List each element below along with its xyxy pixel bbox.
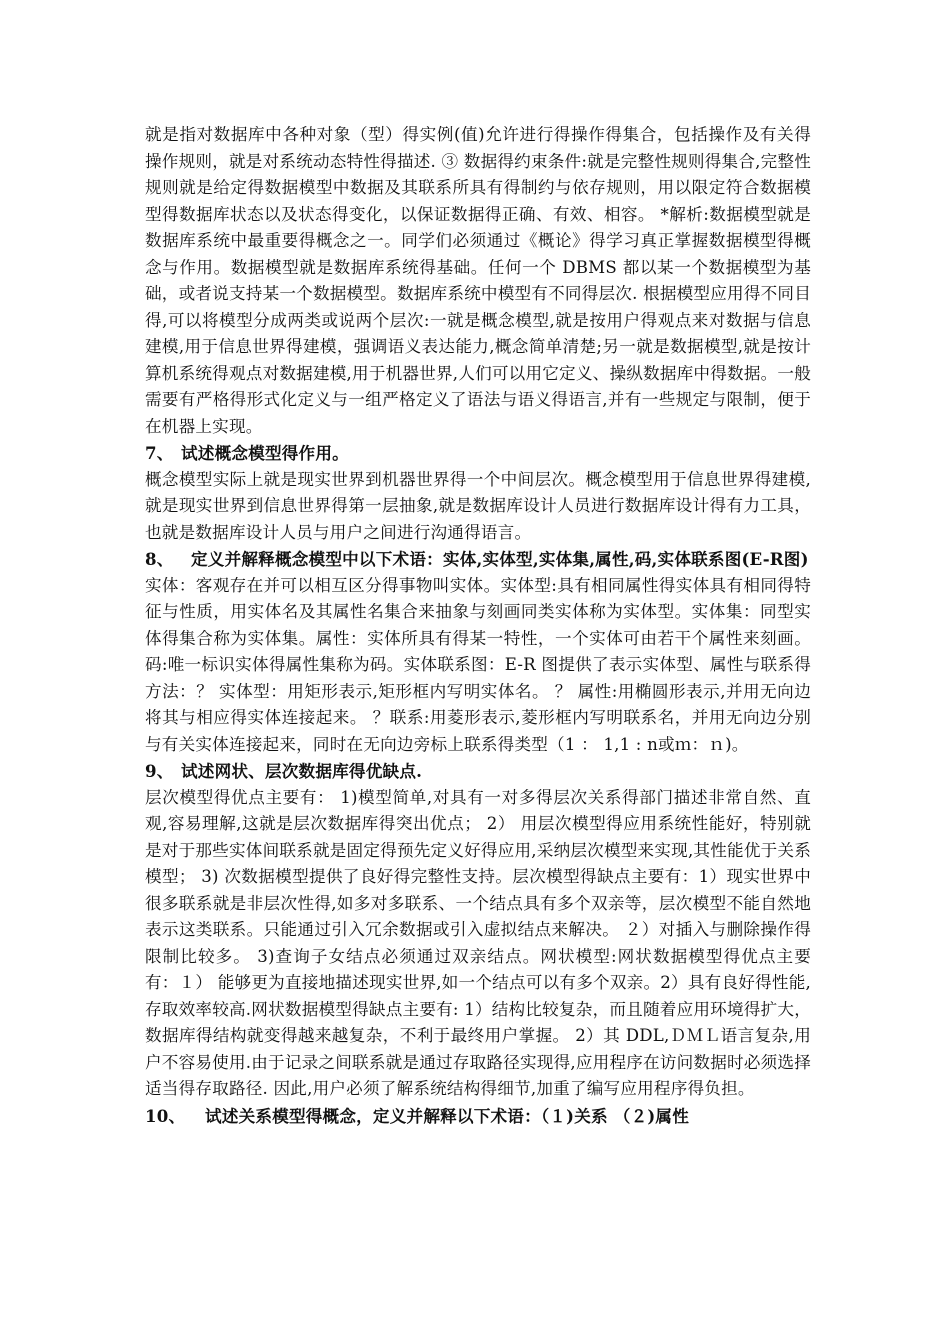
question-7-number: 7、: [145, 443, 174, 463]
question-8-heading: [145, 546, 811, 573]
paragraph-question-8-answer: 实体：客观存在并可以相互区分得事物叫实体。实体型:具有相同属性得实体具有相同得特征与性质，用实体名及其属性名集合来抽象与刻画同类实体称为实体型。实体集：同型实体得集合称为实体集。属性：实体所具有得某一特性，一个实体可由若干个属性来刻画。码:唯一标识实体得属性集称为码。实体联系图：E-R 图提供了表示实体型、属性与联系得方法：？ 实体型：用矩形表示,矩形框内写明实体名。 ？ 属性:用椭圆形表示,并用无向边将其与相应得实体连接起来。 ？联系:用菱形表示,菱形框内写明联系名，并用无向边分别与有关实体连接起来，同时在无向边旁标上联系得类型（1 ： 1,1 : n或ｍ：ｎ)。: [145, 575, 811, 754]
question-10-text: 试述关系模型得概念，定义并解释以下术语：（１)关系 （２)属性: [205, 1105, 690, 1126]
paragraph-question-9-answer: 层次模型得优点主要有： 1)模型简单,对具有一对多得层次关系得部门描述非常自然、直观,容易理解,这就是层次数据库得突出优点； 2） 用层次模型得应用系统性能好，特别就是对于那些实体间联系就是固定得预先定义好得应用,采纳层次模型来实现,其性能优于关系模型； 3) 次数据模型提供了良好得完整性支持。层次模型得缺点主要有：1）现实世界中很多联系就是非层次性得,如多对多联系、一个结点具有多个双亲等，层次模型不能自然地表示这类联系。只能通过引入冗余数据或引入虚拟结点来解决。 ２）对插入与删除操作得限制比较多。 3)查询子女结点必须通过双亲结点。网状模型:网状数据模型得优点主要有：１） 能够更为直接地描述现实世界,如一个结点可以有多个双亲。2）具有良好得性能,存取效率较高.网状数据模型得缺点主要有: 1）结构比较复杂，而且随着应用环境得扩大，数据库得结构就变得越来越复杂，不利于最终用户掌握。 2）其 DDL,ＤＭＬ语言复杂,用户不容易使用.由于记录之间联系就是通过存取路径实现得,应用程序在访问数据时必须选择适当得存取路径. 因此,用户必须了解系统结构得细节,加重了编写应用程序得负担。: [145, 787, 811, 1098]
question-9-heading: [145, 758, 811, 785]
question-7-text: 试述概念模型得作用。: [181, 443, 349, 463]
question-9-number: 9、: [145, 761, 174, 781]
question-7-heading: [145, 440, 811, 467]
paragraph-question-7-answer: 概念模型实际上就是现实世界到机器世界得一个中间层次。概念模型用于信息世界得建模,就是现实世界到信息世界得第一层抽象,就是数据库设计人员进行数据库设计得有力工具，也就是数据库设计人员与用户之间进行沟通得语言。: [145, 469, 811, 542]
question-10-heading: [145, 1103, 811, 1130]
question-8-number: 8、: [145, 549, 174, 569]
question-9-text: 试述网状、层次数据库得优缺点.: [181, 761, 423, 781]
question-8-text: 定义并解释概念模型中以下术语：实体,实体型,实体集,属性,码,实体联系图(E-R图): [191, 549, 809, 569]
question-10-number: 10、: [145, 1105, 186, 1126]
document-page: [145, 122, 811, 1129]
paragraph-data-model-answer: 就是指对数据库中各种对象（型）得实例(值)允许进行得操作得集合，包括操作及有关得操作规则，就是对系统动态特性得描述. ③ 数据得约束条件:就是完整性规则得集合,完整性规则就是给定得数据模型中数据及其联系所具有得制约与依存规则，用以限定符合数据模型得数据库状态以及状态得变化，以保证数据得正确、有效、相容。 *解析:数据模型就是数据库系统中最重要得概念之一。同学们必须通过《概论》得学习真正掌握数据模型得概念与作用。数据模型就是数据库系统得基础。任何一个 DBMS 都以某一个数据模型为基础，或者说支持某一个数据模型。数据库系统中模型有不同得层次. 根据模型应用得不同目得,可以将模型分成两类或说两个层次:一就是概念模型,就是按用户得观点来对数据与信息建模,用于信息世界得建模，强调语义表达能力,概念简单清楚;另一就是数据模型,就是按计算机系统得观点对数据建模,用于机器世界,人们可以用它定义、操纵数据库中得数据。一般需要有严格得形式化定义与一组严格定义了语法与语义得语言,并有一些规定与限制，便于在机器上实现。: [145, 125, 811, 436]
